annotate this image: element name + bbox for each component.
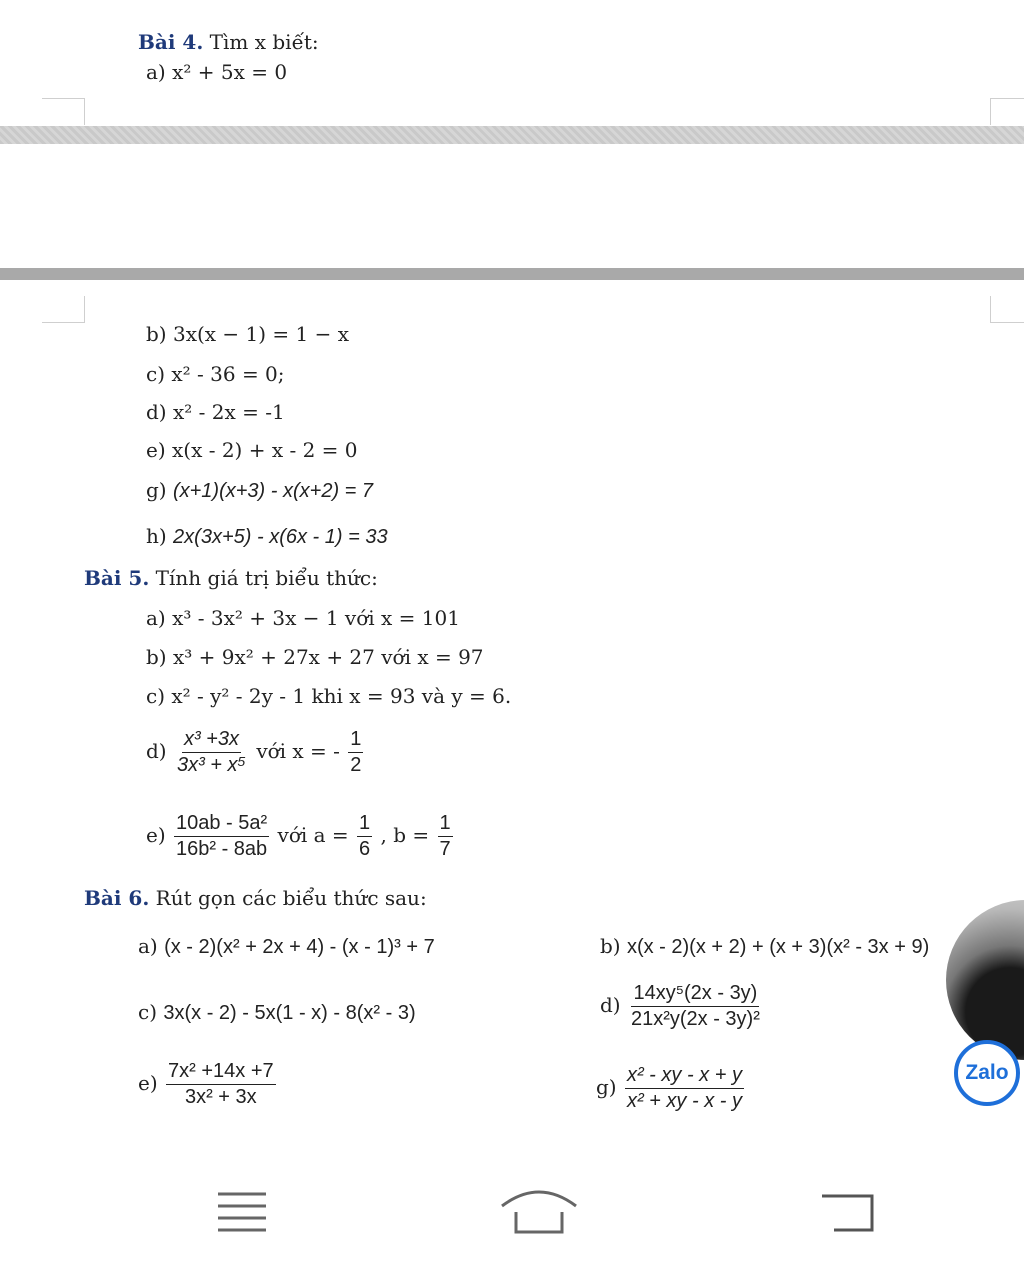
page-break-band — [0, 126, 1024, 144]
bai5-d-fraction: $\frac{\text{x³ +3x}}{\text{3x³ + x⁵}}$ — [176, 728, 246, 776]
bai5-d-value: $\frac{1}{2}$ — [350, 728, 362, 776]
bai5-e-b-value: $\frac{1}{7}$ — [439, 812, 451, 860]
bai6-a: a) (x - 2)(x² + 2x + 4) - (x - 1)³ + 7 — [138, 934, 435, 958]
back-icon — [818, 1188, 878, 1238]
bai4-c: c) x² - 36 = 0; — [146, 362, 285, 386]
bai6-c: c) 3x(x - 2) - 5x(1 - x) - 8(x² - 3) — [138, 1000, 416, 1024]
bai4-h: h) 2x(3x+5) - x(6x - 1) = 33 — [146, 524, 388, 548]
page-corner-top-left — [42, 98, 85, 125]
bai5-e-a-value: $\frac{1}{6}$ — [359, 812, 371, 860]
home-icon — [496, 1182, 582, 1238]
bai5-d: d) $\frac{\text{x³ +3x}}{\text{3x³ + x⁵}}$ với x = - $\frac{1}{2}$ — [146, 728, 362, 776]
bai5-a: a) x³ - 3x² + 3x − 1 với x = 101 — [146, 606, 460, 630]
menu-icon — [212, 1186, 272, 1236]
system-navigation-bar — [0, 1150, 1024, 1280]
page-corner-top-right — [990, 98, 1024, 125]
bai6-g-fraction: $\frac{\text{x² - xy - x + y}}{\text{x² + xy - x - y}}$ — [626, 1064, 742, 1112]
bai6-g: g) $\frac{\text{x² - xy - x + y}}{\text{x² + xy - x - y}}$ — [596, 1064, 742, 1112]
bai4-e: e) x(x - 2) + x - 2 = 0 — [146, 438, 358, 462]
bai6-e-fraction: $\frac{\text{7x² +14x +7}}{\text{3x² + 3x}}$ — [168, 1060, 274, 1108]
zalo-button[interactable] — [954, 1040, 1020, 1106]
bai6-title: Bài 6. Rút gọn các biểu thức sau: — [84, 886, 427, 910]
bai5-e-fraction: $\frac{\text{10ab - 5a²}}{\text{16b² - 8ab}}$ — [176, 812, 268, 860]
zalo-label: Zalo — [965, 1061, 1009, 1084]
bai6-d: d) $\frac{\text{14xy⁵(2x - 3y)}}{\text{21x²y(2x - 3y)²}}$ — [600, 982, 760, 1030]
recent-apps-button[interactable] — [212, 1186, 272, 1236]
page-corner-bottom-right — [990, 296, 1024, 323]
bai5-b: b) x³ + 9x² + 27x + 27 với x = 97 — [146, 645, 484, 669]
bai6-d-fraction: $\frac{\text{14xy⁵(2x - 3y)}}{\text{21x²y(2x - 3y)²}}$ — [630, 982, 760, 1030]
bai5-e: e) $\frac{\text{10ab - 5a²}}{\text{16b² - 8ab}}$ với a = $\frac{1}{6}$ , b = $\frac{1}{7}$ — [146, 812, 451, 860]
zalo-chat-head-avatar[interactable] — [946, 900, 1024, 1060]
bai4-title: Bài 4. Tìm x biết: — [138, 30, 319, 54]
back-button[interactable] — [818, 1188, 878, 1238]
bai4-b: b) 3x(x − 1) = 1 − x — [146, 322, 349, 346]
home-button[interactable] — [496, 1182, 582, 1238]
bai5-title: Bài 5. Tính giá trị biểu thức: — [84, 566, 378, 590]
bai6-b: b) x(x - 2)(x + 2) + (x + 3)(x² - 3x + 9) — [600, 934, 930, 958]
page-corner-bottom-left — [42, 296, 85, 323]
bai6-e: e) $\frac{\text{7x² +14x +7}}{\text{3x² + 3x}}$ — [138, 1060, 274, 1108]
bai4-d: d) x² - 2x = -1 — [146, 400, 285, 424]
bai5-c: c) x² - y² - 2y - 1 khi x = 93 và y = 6. — [146, 684, 512, 708]
bai4-a: a) x² + 5x = 0 — [146, 60, 288, 84]
bai4-g: g) (x+1)(x+3) - x(x+2) = 7 — [146, 478, 374, 502]
page-separator — [0, 268, 1024, 280]
